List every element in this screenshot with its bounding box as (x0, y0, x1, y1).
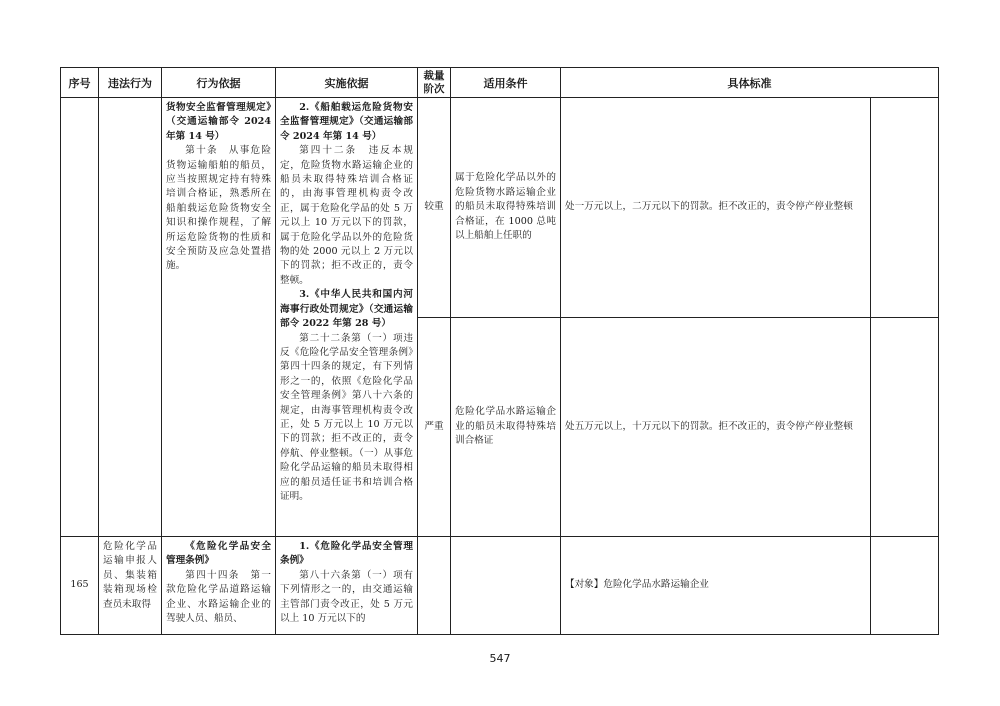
impl-text: 第二十二条第（一）项违反《危险化学品安全管理条例》第四十四条的规定，有下列情形之一的，依照《危险化学品安全管理条例》第八十六条的规定，由海事管理机构责令改正，处 5 万元以上 10 万元以下的罚款；拒不改正的，责令停航、停业整顿。（一）从事危险化学品运输的船员未取得相应的船员适任证书和培训合格证明。 (280, 332, 413, 502)
cell-condition-empty (451, 537, 561, 635)
header-basis: 行为依据 (162, 68, 276, 98)
cell-basis (162, 98, 276, 537)
level-label: 较重 (424, 201, 444, 213)
cell-standard (561, 318, 871, 537)
standard-text: 【对象】危险化学品水路运输企业 (565, 579, 709, 591)
header-violation: 违法行为 (99, 68, 162, 98)
table-row (61, 537, 939, 635)
impl-title: 1.《危险化学品安全管理条例》 (280, 541, 413, 567)
header-std: 具体标准 (561, 68, 939, 98)
cell-impl (276, 98, 418, 537)
cell-condition (451, 318, 561, 537)
cell-level (418, 318, 451, 537)
standard-text: 处五万元以上，十万元以下的罚款。拒不改正的，责令停产停业整顿 (565, 420, 853, 432)
cell-level (418, 98, 451, 318)
standard-text: 处一万元以上，二万元以下的罚款。拒不改正的，责令停产停业整顿 (565, 201, 853, 213)
cell-no-empty (61, 98, 99, 537)
basis-title: 货物安全监督管理规定》（交通运输部令 2024 年第 14 号） (166, 102, 271, 142)
condition-text: 属于危险化学品以外的危险货物水路运输企业的船员未取得特殊培训合格证，在 1000 总吨以上船舶上任职的 (455, 172, 556, 242)
impl-title: 3.《中华人民共和国内河海事行政处罚规定》（交通运输部令 2022 年第 28 号） (280, 289, 413, 330)
cell-violation-empty (99, 98, 162, 537)
page-number: 547 (489, 652, 511, 665)
header-row (61, 68, 939, 98)
table-row (61, 98, 939, 318)
impl-text: 第八十六条第（一）项有下列情形之一的，由交通运输主管部门责令改正，处 5 万元以上 10 万元以下的 (280, 569, 413, 625)
basis-text: 第四十四条 第一款危险化学品道路运输企业、水路运输企业的驾驶人员、船员、 (166, 569, 271, 625)
level-label: 严重 (424, 420, 444, 432)
cell-empty (871, 537, 939, 635)
header-impl: 实施依据 (276, 68, 418, 98)
header-level: 裁量 阶次 (418, 68, 451, 98)
cell-basis (162, 537, 276, 635)
cell-level-empty (418, 537, 451, 635)
header-no: 序号 (61, 68, 99, 98)
row-number: 165 (70, 579, 89, 591)
cell-standard (561, 98, 871, 318)
cell-standard (561, 537, 871, 635)
violation-text: 危险化学品运输申报人员、集装箱装箱现场检查员未取得 (103, 541, 157, 610)
header-cond: 适用条件 (451, 68, 561, 98)
impl-title: 2.《船舶载运危险货物安全监督管理规定》（交通运输部令 2024 年第 14 号） (280, 102, 413, 142)
impl-text: 第四十二条 违反本规定，危险货物水路运输企业的船员未取得特殊培训合格证的，由海事管理机构责令改正，属于危险化学品的处 5 万元以上 10 万元以下的罚款，属于危险化学品以外的危险货物的处 2000 元以上 2 万元以下的罚款；拒不改正的，责令整顿。 (280, 145, 413, 286)
condition-text: 危险化学品水路运输企业的船员未取得特殊培训合格证 (455, 406, 556, 447)
cell-empty (871, 318, 939, 537)
basis-text: 第十条 从事危险货物运输船舶的船员，应当按照规定持有特殊培训合格证，熟悉所在船舶载运危险货物安全知识和操作规程，了解所运危险货物的性质和安全预防及应急处置措施。 (166, 145, 271, 272)
basis-title: 《危险化学品安全管理条例》 (166, 541, 271, 567)
cell-no (61, 537, 99, 635)
cell-empty (871, 98, 939, 318)
cell-impl (276, 537, 418, 635)
cell-condition (451, 98, 561, 318)
penalty-standard-table (60, 67, 939, 635)
cell-violation (99, 537, 162, 635)
